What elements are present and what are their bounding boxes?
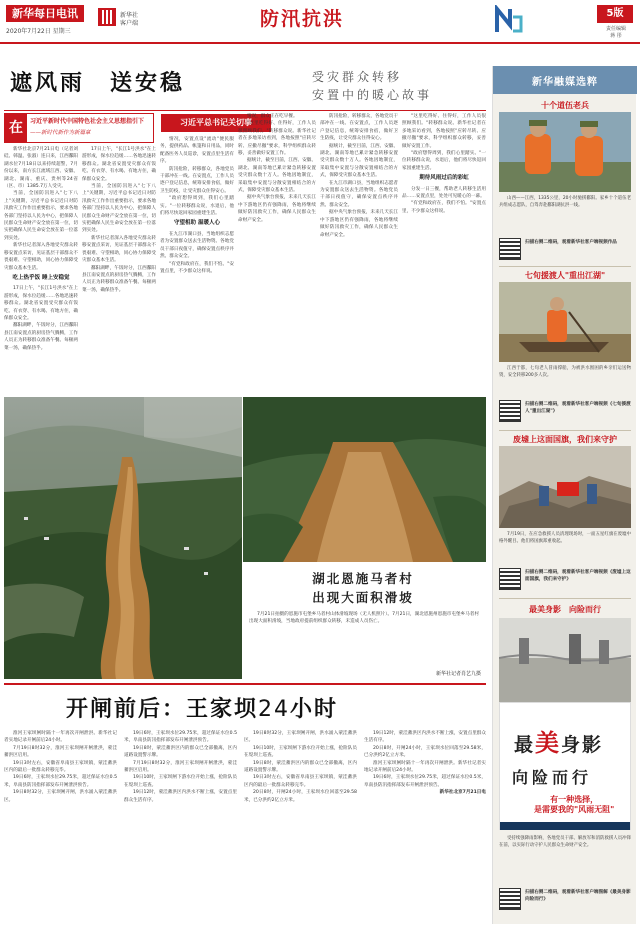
promo-slogan-line-1: 有一种选择， — [550, 795, 599, 804]
sidebar-title: 新华融媒选粹 — [532, 77, 598, 88]
promo-subtitle: 向险而行 — [512, 768, 593, 787]
photo-credit: 新华社记者肖艺九摄 — [435, 671, 481, 677]
app-qr-icon[interactable] — [98, 8, 116, 26]
bottom-headline-text: 开闸前后：王家坝 — [66, 696, 259, 722]
sidebar-story-4-photo[interactable] — [499, 618, 631, 702]
paragraph: 分发一日三餐，帮助老人转移生活用品……安置点里，处处可见暖心的一幕。 — [402, 186, 486, 200]
bottom-column-3 — [244, 730, 357, 922]
paragraph: 新华社记者深入各地受灾群众转移安置点采访，见证基层干部群众不畏艰难、守望相助，同心协力保障受灾群众基本生活。 — [82, 235, 156, 264]
weekday-text: 星期三 — [52, 28, 71, 35]
paragraph: 新华社记者深入各地受灾群众转移安置点采访，见证基层干部群众不畏艰难、守望相助，同心协力保障受灾群众基本生活。 — [4, 243, 78, 271]
dateline: 新华社北京7月21日电 — [439, 790, 486, 796]
paragraph: 19日8时32分，王家坝闸开闸，洪水涌入蒙洼蓄洪区。 — [4, 790, 117, 803]
paragraph: 淮河王家坝闸时隔十一年再次开闸泄洪。新华社记者实地记录开闸前后24小时。 — [364, 760, 486, 774]
sidebar-story-3-text: 7月19日，在应急救援人员清理现场时，一面五星红旗在废墟中格外醒目。他们将国旗郑重收起。 — [499, 532, 631, 544]
qr-code-icon[interactable] — [499, 238, 521, 260]
paragraph: 据中央气象台预报，未来几天长江中下游地区仍有强降雨，各地将继续做好防汛救灾工作，确保人民群众生命财产安全。 — [320, 210, 398, 238]
paragraph: 19日6时，王家坝水位29.75米，超过保证水位0.5米，阜南县防汛指挥部发布开闸泄洪预告。 — [4, 775, 117, 788]
paragraph: 情况，安置点设"流动"便民服务，提供药品、帐篷和日用品，同时配备医务人员巡诊，安置点里生活有序。 — [160, 137, 234, 165]
qr-caption: 扫描右侧二维码，观看新华社客户端视频《七旬援渡人"重出江湖"》 — [525, 402, 631, 414]
masthead — [0, 0, 640, 44]
paragraph: "这里吃得好、住得好，工作人员很照顾我们。"转移群众说。新华社记者在多地采访看到，各地按照"应转尽转、应撤尽撤"要求，科学组织群众转移，妥善做好安置工作。 — [238, 121, 316, 157]
divider — [499, 430, 631, 431]
paragraph: 当前，全国防汛进入"七下八上"关键期，习近平总书记近日对防汛救灾工作作出重要指示，要求各地各部门坚持以人民为中心，把保障人民群众生命财产安全放在第一位，切实把确保人民生命安全放在第一位落到实处。 — [82, 184, 156, 234]
promo-footer-bar — [500, 822, 630, 830]
editor-label: 责任编辑 — [605, 26, 626, 32]
bottom-column-2 — [124, 730, 237, 922]
lead-column-6 — [402, 113, 486, 396]
column-banner — [4, 113, 154, 143]
bottom-column-4 — [364, 730, 486, 922]
section-title: 防汛抗洪 — [260, 8, 345, 30]
paragraph: 20日8时，开闸24小时，王家坝水位回落至29.58米，已分洪约2亿立方米。 — [364, 745, 486, 759]
qr-code-icon[interactable] — [499, 888, 521, 910]
sidebar-header — [493, 66, 637, 94]
newspaper-brand: 新华每日电讯 — [6, 5, 84, 22]
page-number-badge: 5版 — [597, 5, 633, 23]
section-subhead: 期待风雨过后的彩虹 — [419, 175, 469, 182]
paragraph: 据统计，截至目前，江西、安徽、湖北、湖南等地已累计紧急转移安置受灾群众数十万人。各地因地制宜，采取集中安置与分散安置相结合的方式，保障受灾群众基本生活。 — [238, 158, 316, 194]
paragraph: "有党和政府在，我们不怕。"安置点里，不少群众这样说。 — [402, 201, 486, 214]
paragraph: 19日6时，王家坝水位29.75米，超过保证水位0.5米，阜南县防汛指挥部发布开闸泄洪预告。 — [364, 775, 486, 788]
paragraph: 情况，群众正在吃早餐。 — [247, 114, 298, 119]
paragraph: 新华社北京7月21日电（记者刘硅、韩温、张淑）连日来，江西鄱阳湖水位7月18日以来持续超警，7月份以来，南方长江流域江西、安徽、湖北、湖南、重庆、贵州等24省（区、市）1385.7万人受灾。 — [4, 147, 78, 190]
bottom-headline-number: 24 — [258, 697, 291, 722]
banner-badge: 在 — [5, 114, 27, 142]
sidebar-story-2-photo[interactable] — [499, 282, 631, 362]
sidebar-story-3-photo[interactable] — [499, 446, 631, 528]
flag-rubble-photo-image — [499, 446, 631, 528]
bottom-headline[interactable] — [66, 692, 338, 723]
paragraph: 淮河王家坝闸时隔十一年再次开闸泄洪。新华社记者实地记录开闸前后24小时。 — [4, 731, 117, 744]
paragraph: 鄱阳湖畔，午饭时分，江西鄱阳县江南安置点的厨房热气腾腾，工作人员正为转移群众准备午餐。每顿两菜一汤，确保热乎。 — [4, 323, 78, 351]
lead-headline[interactable]: 遮风雨 送安稳 — [10, 70, 186, 96]
promo-title-part: 最 — [514, 734, 536, 756]
paragraph: 19日3时左右，安徽省阜南县王家坝镇，蒙洼蓄洪区内的最后一批群众转移完毕。 — [4, 760, 117, 774]
divider — [4, 683, 486, 685]
app-label-line-1: 新华社 — [120, 12, 139, 19]
paragraph: 19日12时，蒙洼蓄洪区内洪水不断上涨，安置点里群众生活有序。 — [364, 731, 486, 744]
paragraph: 据统计，截至目前，江西、安徽、湖北、湖南等地已累计紧急转移安置受灾群众数十万人。各地因地制宜，采取集中安置与分散安置相结合的方式，保障受灾群众基本生活。 — [320, 143, 398, 179]
landslide-closeup-photo[interactable] — [243, 397, 486, 562]
qr-caption: 扫描右侧二维码，观看新华社客户端视频作品 — [525, 240, 617, 245]
paragraph: 19日10时，王家坝闸下游水位开始上涨，抢险队员在堤坝上巡查。 — [244, 745, 357, 759]
photo-caption: 7月21日拍摄的恩施市屯堡乡马者村山体滑坡现场（无人机照片）。7月21日，湖北恩施州恩施市屯堡乡马者村出现大面积滑坡，当地政府提前组织群众转移，未造成人员伤亡。 — [249, 612, 479, 624]
paragraph: 17日上午，"长江1号洪水"在上游形成，保水位趋缓……各地迅速转移群众。湖北省安置受灾群众有饭吃、有衣穿、有水喝、有地方住，确保群众安全。 — [4, 286, 78, 321]
sidebar-story-2-title[interactable]: 七旬援渡人"重出江湖" — [524, 271, 606, 280]
promo-title — [514, 723, 603, 758]
bottom-column-1 — [4, 730, 117, 922]
xinhua-n-logo-icon — [494, 5, 524, 35]
paragraph: 20日8时，开闸24小时，王家坝水位回落至29.58米，已分洪约2亿立方米。 — [244, 790, 357, 803]
aerial-photo-image — [4, 397, 242, 679]
flood-photo-image — [499, 618, 631, 702]
lead-column-3 — [160, 136, 234, 396]
lead-column-2 — [82, 146, 156, 396]
photo-headline-line-2: 出现大面积滑坡 — [312, 590, 414, 605]
paragraph: 据中央气象台预报，未来几天长江中下游地区仍有强降雨，各地将继续做好防汛救灾工作，确保人民群众生命财产安全。 — [238, 195, 316, 223]
photo-headline-line-1: 湖北恩施马者村 — [312, 571, 414, 586]
section-subhead: 守望相助 温暖人心 — [174, 220, 220, 227]
paragraph: 19日12时，蒙洼蓄洪区内洪水不断上涨，安置点里群众生活有序。 — [124, 790, 237, 803]
sidebar-story-3-title[interactable]: 废墟上这面国旗，我们来守护 — [513, 435, 617, 444]
lead-sub-line-1: 受灾群众转移 — [312, 70, 403, 84]
topic-tag: 习近平总书记关切事 — [161, 114, 271, 132]
app-label-line-2: 客户端 — [120, 20, 139, 27]
promo-title-part: 身影 — [561, 734, 604, 756]
paragraph: 在九江市湖口县，当地组织志愿者为安置群众送去生活物资。各地党员干部日夜值守，确保安置点秩序井然、群众安全。 — [320, 180, 398, 208]
sidebar-story-2-qr[interactable] — [499, 400, 631, 426]
paragraph: 19日10时，王家坝闸下游水位开始上涨，抢险队员在堤坝上巡查。 — [124, 775, 237, 788]
paragraph: 19日3时左右，安徽省阜南县王家坝镇，蒙洼蓄洪区内的最后一批群众转移完毕。 — [244, 775, 357, 788]
qr-caption: 扫描右侧二维码，观看新华社客户端视频《废墟上这面国旗，我们来守护》 — [525, 570, 631, 582]
veterans-photo-image — [499, 112, 631, 192]
paragraph: 19日6时，王家坝水位29.75米，超过保证水位0.5米，阜南县防汛指挥部发布开闸泄洪预告。 — [124, 731, 237, 744]
paragraph: "政府想得周到，我们心里踏实。"一位转移群众说，水退后，他们将尽快返回家园重建生活。 — [402, 151, 486, 171]
photo-caption-box — [243, 563, 486, 679]
bottom-headline-suffix: 小时 — [290, 696, 339, 722]
sidebar-story-4-title[interactable]: 最美身影 向险而行 — [529, 605, 601, 614]
photo-headline[interactable] — [283, 569, 443, 607]
paragraph: 当前，全国防汛进入"七下八上"关键期，习近平总书记近日对防汛救灾工作作出重要指示，要求各地各部门坚持以人民为中心，把保障人民群众生命财产安全放在第一位，切实把确保人民生命安全放在第一位落到实处。 — [4, 191, 78, 241]
closeup-photo-image — [243, 397, 486, 562]
sidebar-story-1-qr[interactable] — [499, 238, 631, 264]
lead-subheadline — [312, 68, 432, 104]
media-sidebar — [492, 66, 636, 924]
lead-column-1 — [4, 146, 78, 396]
paragraph: 防汛抢险，转移群众，各地党员干部冲在一线。在安置点，工作人员逐户登记信息，统筹安排食宿，做好卫生防疫，让受灾群众住得安心。 — [320, 114, 398, 142]
banner-title: 习近平新时代中国特色社会主义思想指引下 — [30, 118, 145, 125]
date-text: 2020年7月22日 — [6, 28, 51, 35]
paragraph: 防汛抢险，转移群众，各地党员干部冲在一线。在安置点，工作人员逐户登记信息，统筹安排食宿，做好卫生防疫，让受灾群众住得安心。 — [160, 166, 234, 194]
divider — [4, 110, 486, 111]
promo-slogan — [534, 795, 614, 815]
paragraph: 在九江市湖口县，当地组织志愿者为安置群众送去生活物资。各地党员干部日夜值守，确保安置点秩序井然、群众安全。 — [160, 231, 234, 260]
paragraph: 17日上午，"长江1号洪水"在上游形成，保水位趋缓……各地迅速转移群众。湖北省安置受灾群众有饭吃、有衣穿、有水喝、有地方住，确保群众安全。 — [82, 147, 156, 182]
sidebar-story-3-qr[interactable] — [499, 568, 631, 594]
promo-poster[interactable] — [499, 702, 631, 830]
paragraph: 7月19日8时32分，淮河王家坝闸开闸泄洪，蒙洼蓄洪区启用。 — [4, 745, 117, 759]
landslide-aerial-photo[interactable] — [4, 397, 242, 679]
promo-title-highlight: 美 — [535, 728, 562, 757]
issue-date — [6, 26, 71, 35]
divider — [499, 598, 631, 599]
sidebar-story-2-text: 江西于都，七旬老人冒雨撑船，为被洪水围困的乡亲们运送物资，安全转移200多人次。 — [499, 366, 631, 378]
paragraph: 19日8时，蒙洼蓄洪区内的群众已全部撤离，区内道路设置警示牌。 — [244, 760, 357, 774]
qr-code-icon[interactable] — [499, 400, 521, 422]
paragraph: 鄱阳湖畔，午饭时分，江西鄱阳县江南安置点的厨房热气腾腾，工作人员正为转移群众准备午餐。每顿两菜一汤，确保热乎。 — [82, 265, 156, 293]
sidebar-story-1-text: 山西——江西，1335公里，20小时驰援鄱阳。家乡十个道伍老兵组成志愿队，自驾奔赴鄱阳湖抗洪一线。 — [499, 196, 631, 208]
boatman-photo-image — [499, 282, 631, 362]
promo-slogan-line-2: 是需要我的"风雨无阻" — [534, 805, 615, 814]
paragraph: "政府想得周到，我们心里踏实。"一位转移群众说，水退后，他们将尽快返回家园重建生活。 — [160, 196, 234, 217]
sidebar-story-1-photo[interactable] — [499, 112, 631, 192]
lead-column-4 — [238, 113, 316, 396]
editor-credit — [594, 26, 638, 40]
lead-sub-line-2: 安置中的暖心故事 — [312, 88, 433, 102]
sidebar-story-4-qr[interactable] — [499, 888, 631, 914]
sidebar-story-1-title[interactable]: 十个道伍老兵 — [541, 101, 589, 110]
paragraph: 7月19日8时32分，淮河王家坝闸开闸泄洪，蒙洼蓄洪区启用。 — [124, 760, 237, 774]
qr-caption: 扫描右侧二维码，观看新华社客户端图解《最美身影 向险而行》 — [525, 890, 631, 902]
section-subhead: 吃上热乎饭 睡上安稳觉 — [12, 274, 70, 281]
app-label — [120, 12, 138, 28]
lead-column-5 — [320, 113, 398, 396]
paragraph: "这里吃得好、住得好，工作人员很照顾我们。"转移群众说。新华社记者在多地采访看到，各地按照"应转尽转、应撤尽撤"要求，科学组织群众转移，妥善做好安置工作。 — [402, 114, 486, 149]
banner-subtitle: ——新时代新作为新篇章 — [30, 130, 91, 136]
paragraph: 19日8时32分，王家坝闸开闸，洪水涌入蒙洼蓄洪区。 — [244, 731, 357, 744]
qr-code-icon[interactable] — [499, 568, 521, 590]
paragraph: 19日8时，蒙洼蓄洪区内的群众已全部撤离，区内道路设置警示牌。 — [124, 745, 237, 759]
sidebar-story-4-text: 受持续强降雨影响，各地党员干部、解放军和消防救援人员冲锋在前，以实际行动守护人民群众生命财产安全。 — [499, 836, 631, 848]
divider — [499, 266, 631, 267]
paragraph: "有党和政府在，我们不怕。"安置点里，不少群众这样说。 — [160, 261, 234, 274]
editor-name: 蒋 彤 — [610, 33, 622, 39]
